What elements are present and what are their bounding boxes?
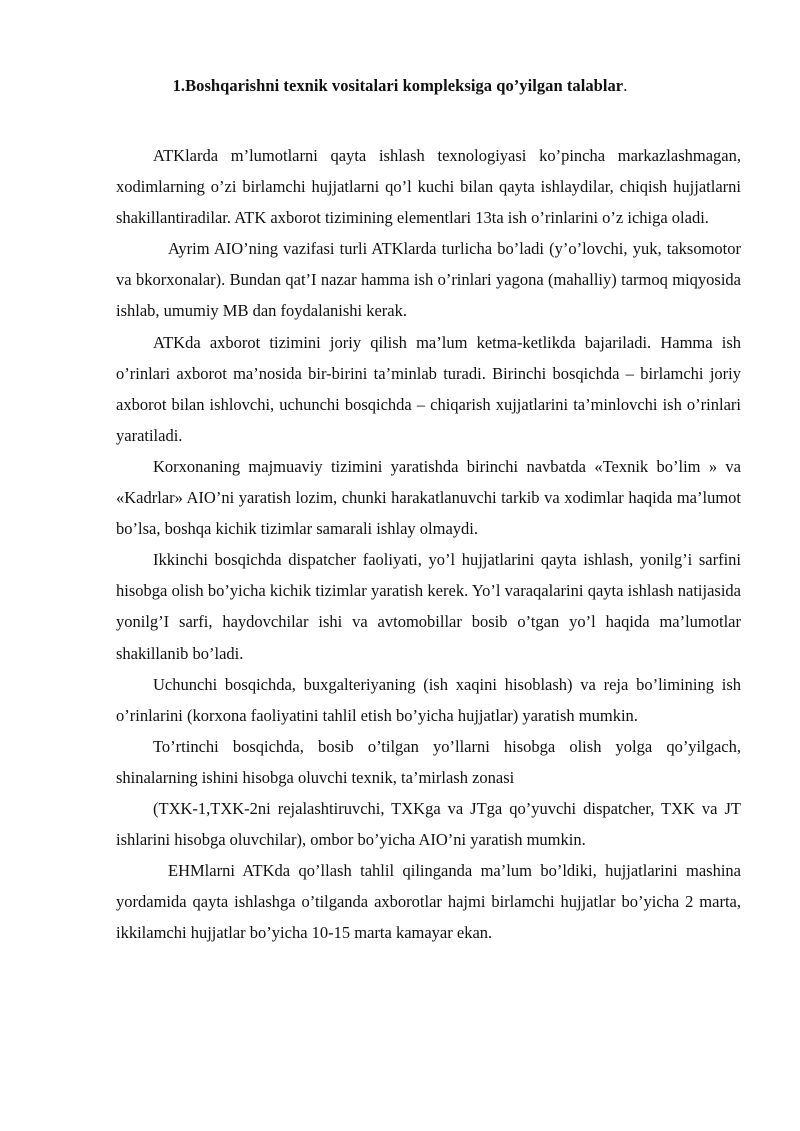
body-text [116, 140, 741, 948]
paragraph: Ikkinchi bosqichda dispatcher faoliyati, yo’l hujjatlarini qayta ishlash, yonilg’i sarfini hisobga olish bo’yicha kichik tizimlar yaratish kerek. Yo’l varaqalarini qayta ishlash natijasida yonilg’I sarfi, haydovchilar ishi va avtomobillar bosib o’tgan yo’l haqida ma’lumotlar shakillanib bo’ladi. [116, 550, 741, 663]
paragraph: ATKda axborot tizimini joriy qilish ma’lum ketma-ketlikda bajariladi. Hamma ish o’rinlari axborot ma’nosida bir-birini ta’minlab turadi. Birinchi bosqichda – birlamchi joriy axborot bilan ishlovchi, uchunchi bosqichda – chiqarish xujjatlarini ta’minlovchi ish o’rinlari yaratiladi. [116, 332, 741, 445]
paragraph: Uchunchi bosqichda, buxgalteriyaning (ish xaqini hisoblash) va reja bo’limining ish o’rinlarini (korxona faoliyatini tahlil etish bo’yicha hujjatlar) yaratish mumkin. [116, 674, 741, 725]
paragraph: (TXK-1,TXK-2ni rejalashtiruvchi, TXKga va JTga qo’yuvchi dispatcher, TXK va JT ishlarini hisobga oluvchilar), ombor bo’yicha AIO’ni yaratish mumkin. [116, 798, 741, 850]
paragraph: EHMlarni ATKda qo’llash tahlil qilinganda ma’lum bo’ldiki, hujjatlarini mashina yordamida qayta ishlashga o’tilganda axborotlar hajmi birlamchi hujjatlar bo’yicha 2 marta, ikkilamchi hujjatlar bo’yicha 10-15 marta kamayar ekan. [116, 861, 741, 943]
paragraph: Ayrim AIO’ning vazifasi turli ATKlarda turlicha bo’ladi (y’o’lovchi, yuk, taksomotor va bkorxonalar). Bundan qat’I nazar hamma ish o’rinlari yagona (mahalliy) tarmoq miqyosida ishlab, umumiy MB dan foydalanishi kerak. [116, 239, 741, 321]
paragraph: ATKlarda m’lumotlarni qayta ishlash texnologiyasi ko’pincha markazlashmagan, xodimlarning o’zi birlamchi hujjatlarni qo’l kuchi bilan qayta ishlaydilar, chiqish hujjatlarni shakillantiradilar. ATK axborot tizimining elementlari 13ta ish o’rinlarini o’z ichiga oladi. [116, 146, 741, 228]
section-heading-period: . [623, 76, 628, 95]
section-heading-text: 1.Boshqarishni texnik vositalari kompleksiga qo’yilgan talablar [172, 76, 624, 95]
paragraph: Korxonaning majmuaviy tizimini yaratishda birinchi navbatda «Texnik bo’lim » va «Kadrlar» AIO’ni yaratish lozim, chunki harakatlanuvchi tarkib va xodimlar haqida ma’lumot bo’lsa, boshqa kichik tizimlar samarali ishlay olmaydi. [116, 456, 741, 539]
paragraph: To’rtinchi bosqichda, bosib o’tilgan yo’llarni hisobga olish yolga qo’yilgach, shinalarning ishini hisobga oluvchi texnik, ta’mirlash zonasi [116, 736, 741, 787]
section-heading [0, 76, 800, 96]
